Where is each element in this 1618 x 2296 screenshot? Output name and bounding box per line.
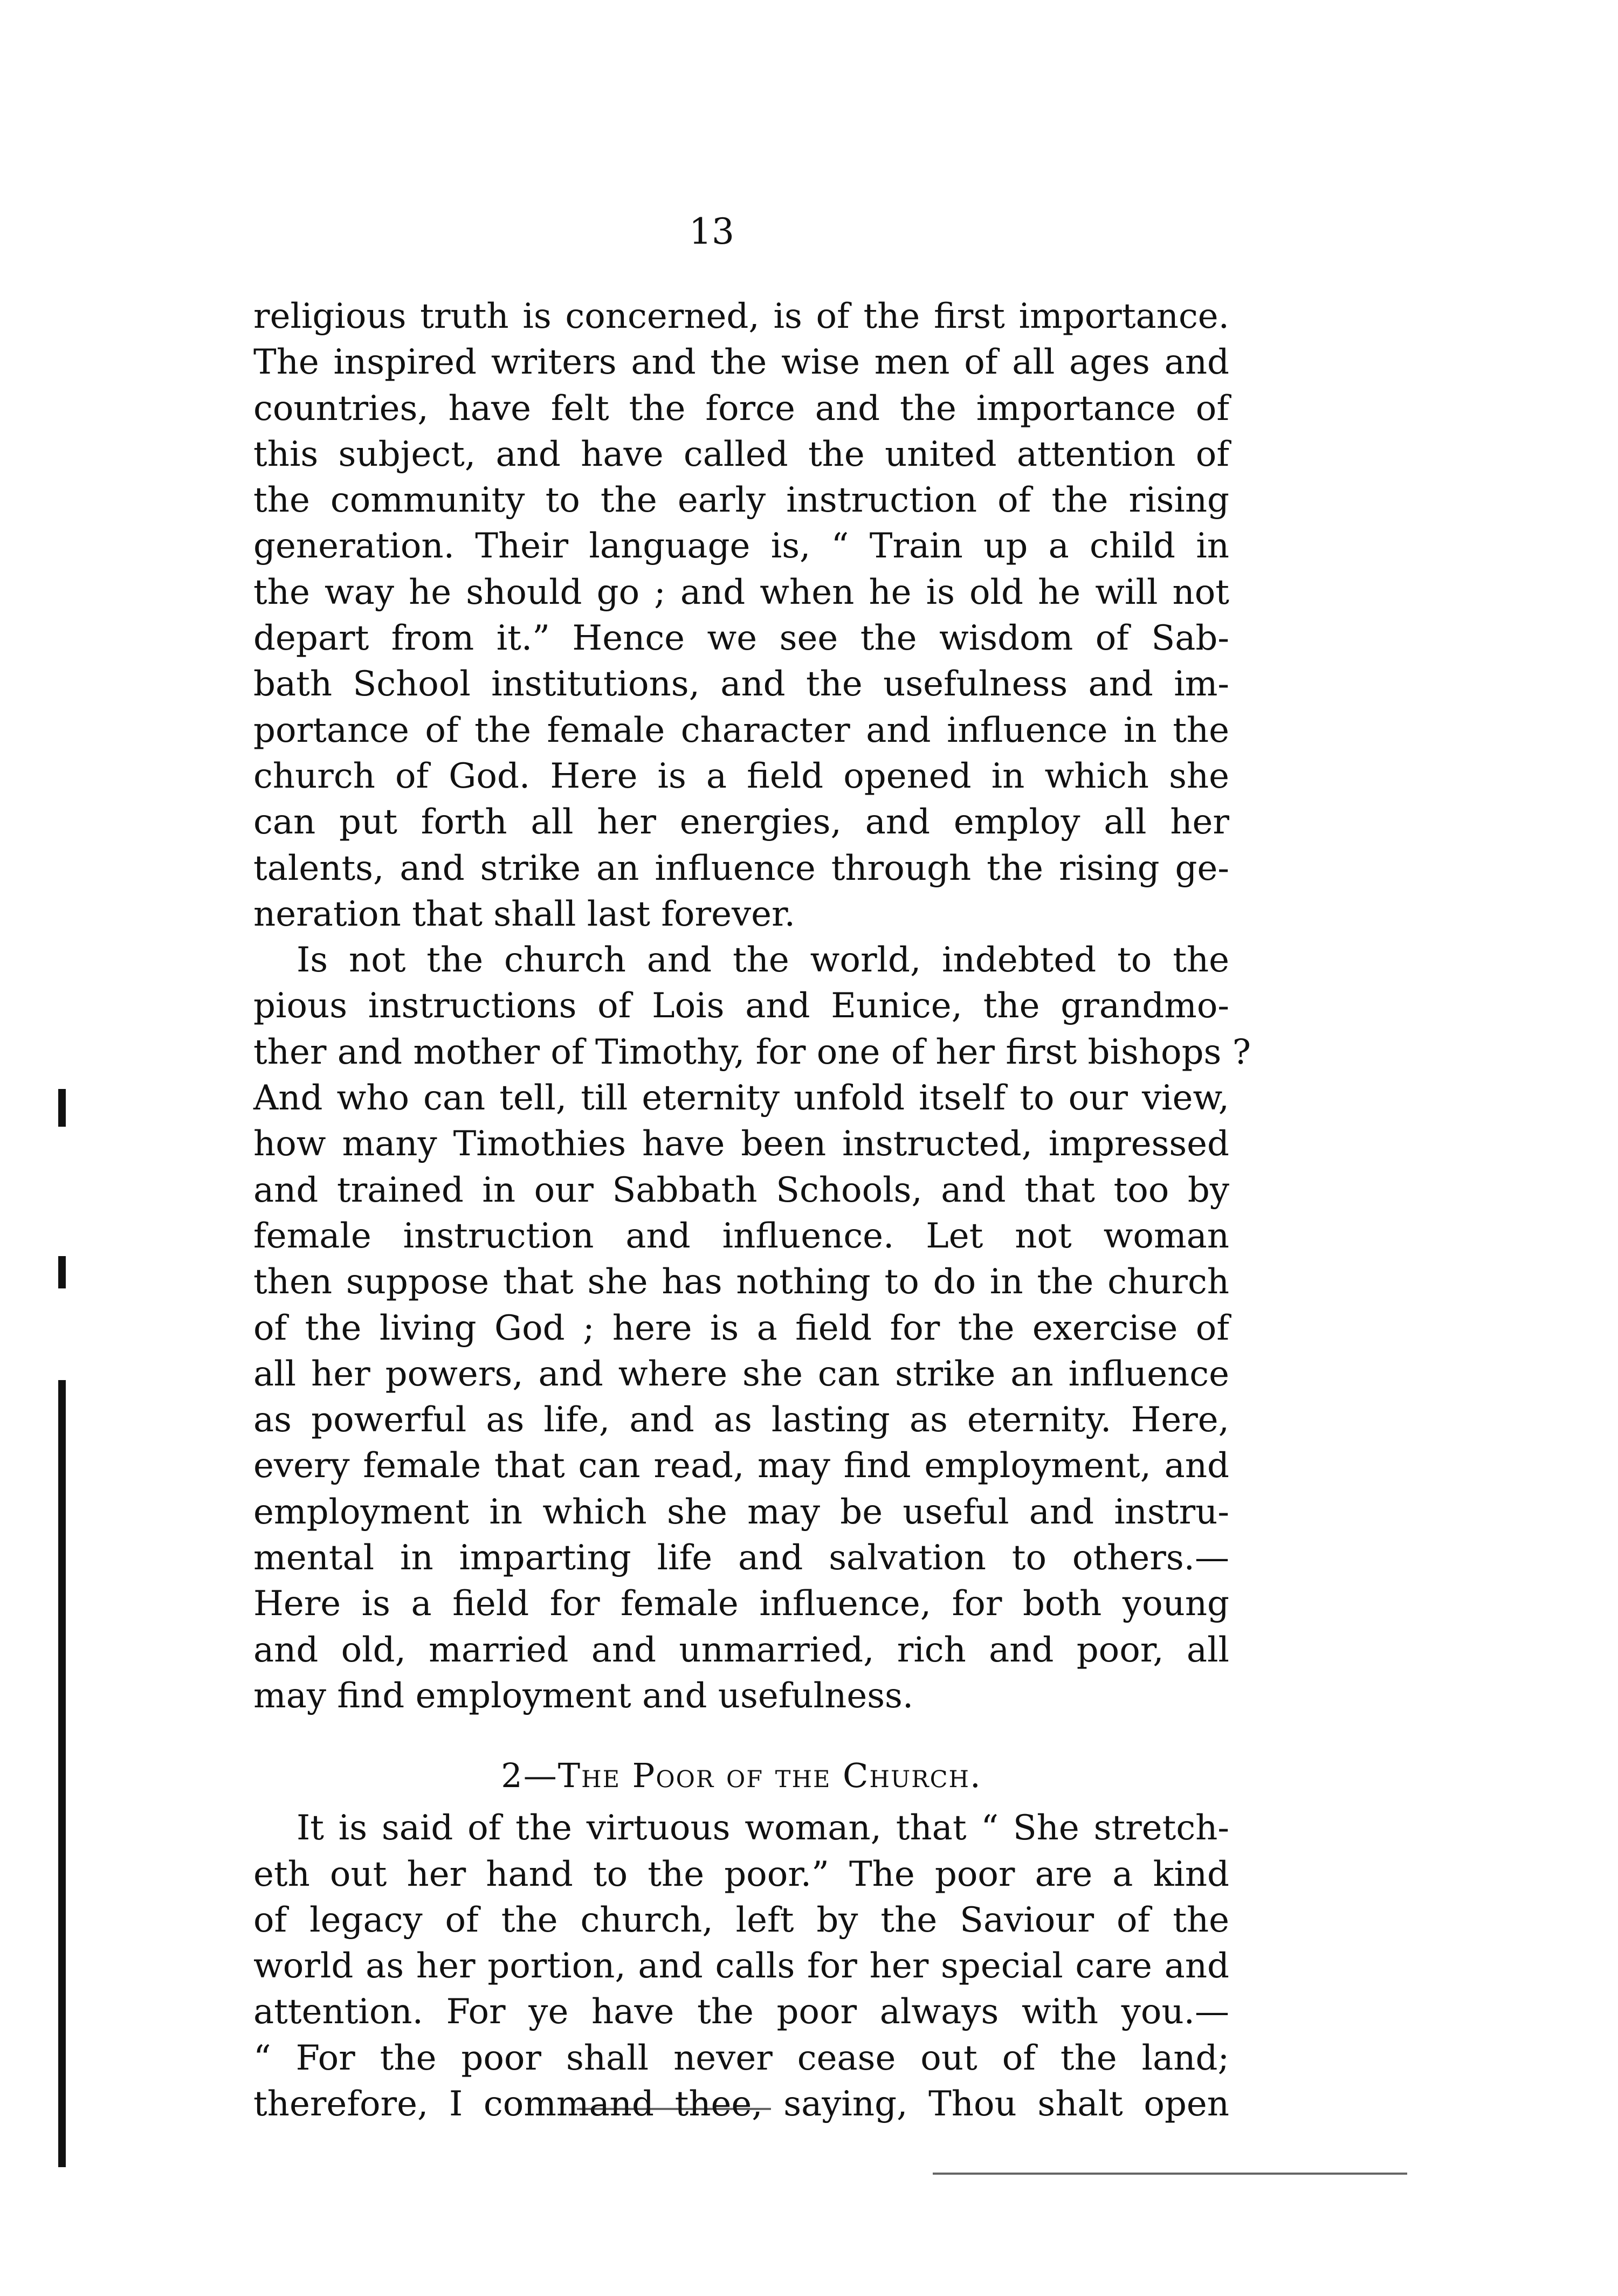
text-line: pious instructions of Lois and Eunice, the grandmo-	[253, 986, 1229, 1026]
text-line: attention. For ye have the poor always with you.—	[253, 1992, 1229, 2032]
text-line: ther and mother of Timothy, for one of her first bishops ?	[253, 1032, 1251, 1072]
paragraph	[253, 1805, 1229, 2127]
text-line: The inspired writers and the wise men of all ages and	[253, 342, 1229, 383]
paragraph	[253, 294, 1229, 937]
text-line: And who can tell, till eternity unfold itself to our view,	[253, 1078, 1229, 1119]
text-line: and trained in our Sabbath Schools, and that too by	[253, 1170, 1229, 1210]
text-line: neration that shall last forever.	[253, 894, 795, 934]
text-line: depart from it.” Hence we see the wisdom of Sab-	[253, 618, 1229, 659]
text-line: world as her portion, and calls for her special care and	[253, 1946, 1229, 1987]
text-line: bath School institutions, and the usefulness and im-	[253, 664, 1229, 705]
text-line: countries, have felt the force and the importance of	[253, 388, 1229, 429]
text-line: the way he should go ; and when he is old he will not	[253, 572, 1229, 612]
text-line: can put forth all her energies, and employ all her	[253, 802, 1229, 843]
text-line: how many Timothies have been instructed, impressed	[253, 1124, 1229, 1164]
text-line: church of God. Here is a field opened in which she	[253, 756, 1229, 796]
text-line: portance of the female character and influence in the	[253, 710, 1229, 750]
text-line: employment in which she may be useful and instru-	[253, 1492, 1229, 1532]
scan-artifact	[933, 2173, 1407, 2175]
text-line: Here is a field for female influence, for both young	[253, 1584, 1229, 1624]
text-line: mental in imparting life and salvation to others.—	[253, 1538, 1229, 1578]
binding-edge-mark	[58, 1256, 66, 1288]
body-text	[253, 294, 1251, 2127]
text-line: as powerful as life, and as lasting as eternity. Here,	[253, 1400, 1229, 1440]
text-line: all her powers, and where she can strike an influence	[253, 1354, 1229, 1394]
text-line: Is not the church and the world, indebted to the	[297, 940, 1229, 981]
paragraph	[253, 937, 1251, 1719]
binding-edge-mark	[58, 1089, 66, 1127]
text-line: may find employment and usefulness.	[253, 1676, 914, 1716]
text-line: It is said of the virtuous woman, that “ She stretch-	[297, 1808, 1229, 1849]
text-line: of legacy of the church, left by the Saviour of the	[253, 1900, 1229, 1940]
text-line: religious truth is concerned, is of the first importance.	[253, 297, 1229, 336]
text-line: of the living God ; here is a field for the exercise of	[253, 1308, 1229, 1348]
text-line: female instruction and influence. Let not woman	[253, 1216, 1229, 1256]
text-line: the community to the early instruction of the rising	[253, 480, 1229, 521]
text-line: “ For the poor shall never cease out of the land;	[253, 2038, 1229, 2078]
text-line: therefore, I command thee, saying, Thou shalt open	[253, 2084, 1229, 2124]
section-spacer	[253, 1719, 1229, 1746]
text-line: eth out her hand to the poor.” The poor are a kind	[253, 1854, 1229, 1894]
text-line: this subject, and have called the united attention of	[253, 434, 1229, 474]
binding-edge-mark	[58, 1380, 66, 2167]
section-heading: 2—The Poor of the Church.	[501, 1756, 982, 1796]
text-line: generation. Their language is, “ Train up a child in	[253, 526, 1229, 567]
text-line: every female that can read, may find employment, and	[253, 1446, 1229, 1486]
text-line: talents, and strike an influence through the rising ge-	[253, 848, 1229, 888]
page-number: 13	[689, 211, 734, 252]
text-line: and old, married and unmarried, rich and poor, all	[253, 1630, 1229, 1670]
text-line: then suppose that she has nothing to do in the church	[253, 1262, 1229, 1302]
